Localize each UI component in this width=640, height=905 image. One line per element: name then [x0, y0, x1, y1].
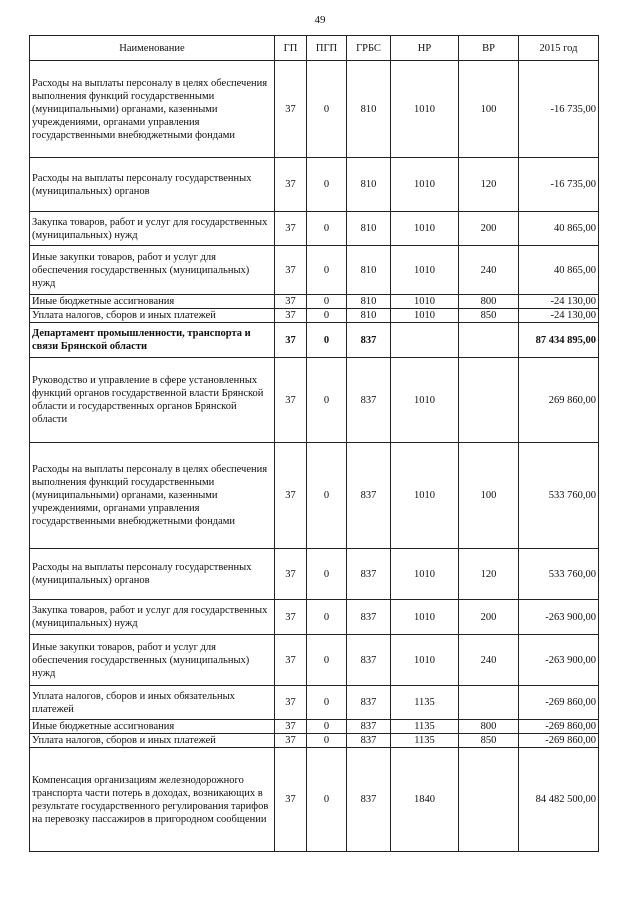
row-np: 1010	[391, 358, 459, 443]
row-grbs: 837	[347, 358, 391, 443]
row-np: 1010	[391, 443, 459, 549]
row-amount: -269 860,00	[519, 734, 599, 748]
row-gp: 37	[275, 323, 307, 358]
row-pgp: 0	[307, 158, 347, 212]
row-np: 1135	[391, 734, 459, 748]
header-year: 2015 год	[519, 36, 599, 61]
row-name: Департамент промышленности, транспорта и связи Брянской области	[30, 323, 275, 358]
row-np	[391, 323, 459, 358]
row-np: 1010	[391, 61, 459, 158]
row-name: Расходы на выплаты персоналу государственных (муниципальных) органов	[30, 549, 275, 600]
table-row	[30, 734, 599, 748]
row-vr: 800	[459, 720, 519, 734]
header-vr: ВР	[459, 36, 519, 61]
row-vr	[459, 358, 519, 443]
row-gp: 37	[275, 549, 307, 600]
row-pgp: 0	[307, 295, 347, 309]
row-gp: 37	[275, 748, 307, 852]
row-name: Компенсация организациям железнодорожного транспорта части потерь в доходах, возникающих в результате государственного регулирования тарифов на перевозку пассажиров в пригородном сообщении	[30, 748, 275, 852]
header-np: НР	[391, 36, 459, 61]
row-pgp: 0	[307, 323, 347, 358]
row-grbs: 810	[347, 295, 391, 309]
row-vr: 100	[459, 443, 519, 549]
row-amount: -263 900,00	[519, 635, 599, 686]
table-row	[30, 720, 599, 734]
table-row	[30, 635, 599, 686]
row-pgp: 0	[307, 212, 347, 246]
row-grbs: 837	[347, 549, 391, 600]
row-amount: -24 130,00	[519, 309, 599, 323]
row-amount: -269 860,00	[519, 720, 599, 734]
row-pgp: 0	[307, 549, 347, 600]
row-pgp: 0	[307, 309, 347, 323]
row-gp: 37	[275, 635, 307, 686]
row-np: 1010	[391, 212, 459, 246]
row-amount: 40 865,00	[519, 212, 599, 246]
table-row	[30, 61, 599, 158]
row-vr: 200	[459, 212, 519, 246]
row-gp: 37	[275, 600, 307, 635]
row-grbs: 810	[347, 158, 391, 212]
row-amount: 40 865,00	[519, 246, 599, 295]
row-name: Расходы на выплаты персоналу в целях обеспечения выполнения функций государственными (муниципальными) органами, казенными учреждениями, органами управления государственными внебюджетными фондами	[30, 61, 275, 158]
row-np: 1010	[391, 246, 459, 295]
table-row	[30, 295, 599, 309]
row-grbs: 810	[347, 61, 391, 158]
row-vr: 850	[459, 309, 519, 323]
row-gp: 37	[275, 246, 307, 295]
row-pgp: 0	[307, 734, 347, 748]
row-grbs: 837	[347, 748, 391, 852]
row-name: Закупка товаров, работ и услуг для государственных (муниципальных) нужд	[30, 600, 275, 635]
row-name: Уплата налогов, сборов и иных платежей	[30, 309, 275, 323]
row-grbs: 837	[347, 600, 391, 635]
row-name: Уплата налогов, сборов и иных обязательных платежей	[30, 686, 275, 720]
header-gp: ГП	[275, 36, 307, 61]
row-amount: -24 130,00	[519, 295, 599, 309]
row-gp: 37	[275, 358, 307, 443]
row-gp: 37	[275, 295, 307, 309]
row-pgp: 0	[307, 748, 347, 852]
row-grbs: 810	[347, 246, 391, 295]
table-row	[30, 686, 599, 720]
row-np: 1010	[391, 309, 459, 323]
row-name: Закупка товаров, работ и услуг для государственных (муниципальных) нужд	[30, 212, 275, 246]
row-grbs: 837	[347, 734, 391, 748]
row-vr: 100	[459, 61, 519, 158]
row-pgp: 0	[307, 61, 347, 158]
row-vr: 120	[459, 549, 519, 600]
row-amount: 533 760,00	[519, 443, 599, 549]
row-vr: 800	[459, 295, 519, 309]
row-gp: 37	[275, 720, 307, 734]
row-pgp: 0	[307, 720, 347, 734]
row-amount: -16 735,00	[519, 61, 599, 158]
row-np: 1010	[391, 600, 459, 635]
row-grbs: 837	[347, 635, 391, 686]
table-row	[30, 549, 599, 600]
row-gp: 37	[275, 443, 307, 549]
table-row	[30, 309, 599, 323]
row-np: 1010	[391, 158, 459, 212]
row-gp: 37	[275, 61, 307, 158]
row-pgp: 0	[307, 443, 347, 549]
row-pgp: 0	[307, 358, 347, 443]
row-np: 1010	[391, 549, 459, 600]
row-grbs: 837	[347, 720, 391, 734]
table-row-department	[30, 323, 599, 358]
row-name: Расходы на выплаты персоналу государственных (муниципальных) органов	[30, 158, 275, 212]
row-grbs: 837	[347, 323, 391, 358]
row-np: 1840	[391, 748, 459, 852]
table-row	[30, 600, 599, 635]
row-name: Расходы на выплаты персоналу в целях обеспечения выполнения функций государственными (муниципальными) органами, казенными учреждениями, органами управления государственными внебюджетными фондами	[30, 443, 275, 549]
row-amount: 84 482 500,00	[519, 748, 599, 852]
row-vr: 850	[459, 734, 519, 748]
row-gp: 37	[275, 686, 307, 720]
row-amount: 533 760,00	[519, 549, 599, 600]
row-pgp: 0	[307, 246, 347, 295]
row-amount: -269 860,00	[519, 686, 599, 720]
row-grbs: 837	[347, 686, 391, 720]
row-name: Иные закупки товаров, работ и услуг для обеспечения государственных (муниципальных) нужд	[30, 635, 275, 686]
row-name: Иные бюджетные ассигнования	[30, 295, 275, 309]
page-number: 49	[314, 14, 326, 26]
row-np: 1010	[391, 295, 459, 309]
budget-table	[29, 35, 599, 852]
row-name: Иные закупки товаров, работ и услуг для обеспечения государственных (муниципальных) нужд	[30, 246, 275, 295]
row-pgp: 0	[307, 635, 347, 686]
row-vr: 240	[459, 246, 519, 295]
header-pgp: ПГП	[307, 36, 347, 61]
row-vr: 200	[459, 600, 519, 635]
row-gp: 37	[275, 212, 307, 246]
row-name: Уплата налогов, сборов и иных платежей	[30, 734, 275, 748]
row-amount: 87 434 895,00	[519, 323, 599, 358]
row-np: 1135	[391, 720, 459, 734]
row-name: Руководство и управление в сфере установленных функций органов государственной власти Брянской области и государственных органов Брянской области	[30, 358, 275, 443]
row-np: 1135	[391, 686, 459, 720]
table-row	[30, 246, 599, 295]
table-row	[30, 158, 599, 212]
row-amount: 269 860,00	[519, 358, 599, 443]
table-row	[30, 212, 599, 246]
row-pgp: 0	[307, 600, 347, 635]
row-vr	[459, 748, 519, 852]
row-np: 1010	[391, 635, 459, 686]
table-row	[30, 358, 599, 443]
row-vr	[459, 686, 519, 720]
table-row	[30, 443, 599, 549]
row-vr	[459, 323, 519, 358]
header-grbs: ГРБС	[347, 36, 391, 61]
row-gp: 37	[275, 309, 307, 323]
header-row	[30, 36, 599, 61]
row-amount: -263 900,00	[519, 600, 599, 635]
row-amount: -16 735,00	[519, 158, 599, 212]
row-grbs: 810	[347, 212, 391, 246]
row-pgp: 0	[307, 686, 347, 720]
table-row	[30, 748, 599, 852]
row-name: Иные бюджетные ассигнования	[30, 720, 275, 734]
row-grbs: 837	[347, 443, 391, 549]
row-vr: 240	[459, 635, 519, 686]
row-gp: 37	[275, 158, 307, 212]
row-grbs: 810	[347, 309, 391, 323]
row-vr: 120	[459, 158, 519, 212]
header-name: Наименование	[30, 36, 275, 61]
row-gp: 37	[275, 734, 307, 748]
